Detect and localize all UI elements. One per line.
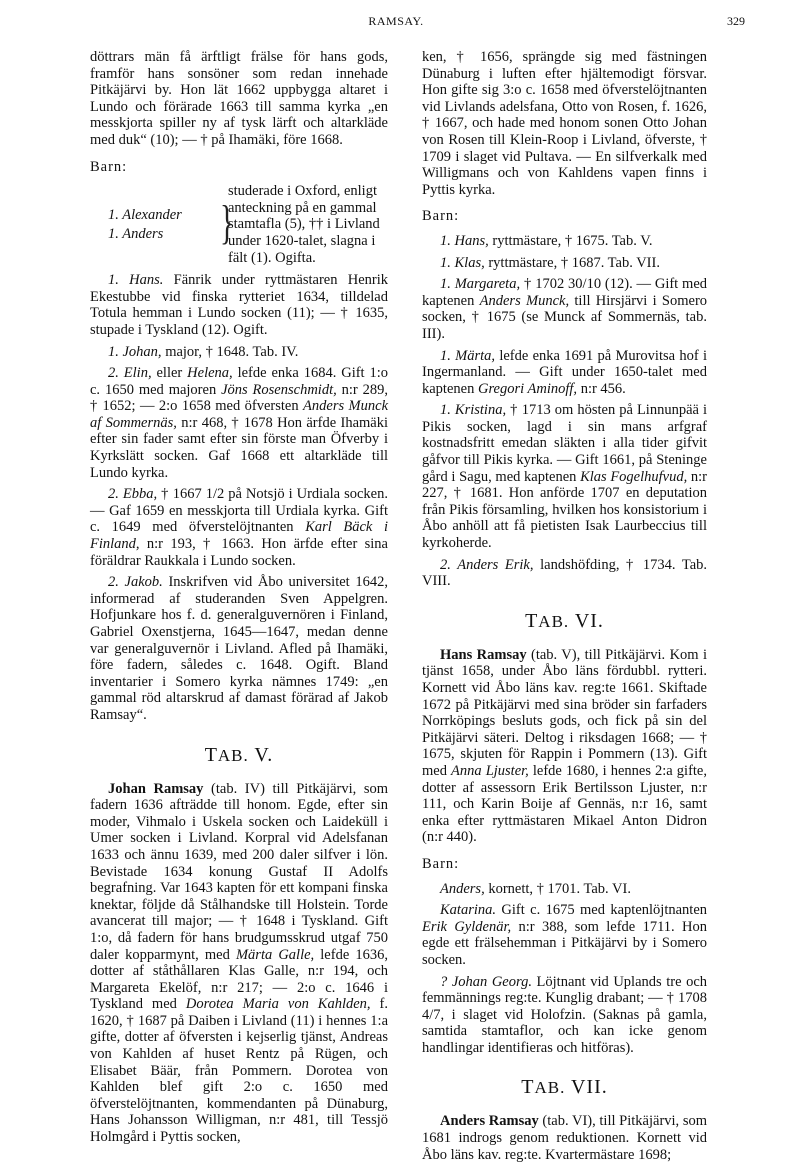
entry-text: eller — [156, 365, 183, 382]
entry-name: 1. Margareta, — [440, 276, 521, 293]
entry-marta — [422, 348, 707, 398]
entry-name: Katarina. — [440, 902, 496, 919]
entry-text: f. 1620, † 1687 på Daiben i Livland (11) i hennes 1:a gifte, dotter af öfversten i kejserlig tjänst, Andreas von Kahlden af huset Rentz på Rügen, och Elisabet Bäär, från Pommern. Dorotea von Kahlden blef gift 2:o c. 1650 med öfverstelöjtnanten, kommendanten på Dünaburg, Hans Johansson Willigman, n:r 481, till Tessjö Holmgård i Pyttis socken, — [90, 996, 389, 1146]
bracket-names — [90, 183, 218, 266]
entry-name: 2. Anders Erik, — [440, 556, 534, 573]
entry-text: lefde 1636, dotter af ståthållaren Klas Galle, n:r 194, och Margareta Ekelöf, n:r 217; — 2:o c. 1646 i Tyskland med — [90, 946, 388, 1013]
curly-brace-icon: } — [220, 196, 234, 250]
page-number: 329 — [727, 14, 745, 28]
entry-johan-georg — [422, 974, 707, 1057]
entry-text: lefde 1680, i hennes 2:a gifte, dotter af assessorn Erik Bertilsson Ljuster, n:r 111, och Karin Boije af Gennäs, n:r 16, samt enka efter ryttmästaren Mikael Anton Didron (n:r 440). — [422, 762, 707, 846]
heading-number: VI. — [574, 609, 604, 632]
entry-text: ryttmästare, † 1675. Tab. V. — [492, 232, 653, 249]
heading-smallcaps: AB. — [217, 745, 249, 765]
entry-name: 1. Klas, — [440, 254, 485, 271]
entry-klas — [422, 255, 707, 272]
heading-letter: T — [521, 1076, 535, 1099]
entry-text: landshöfding, † 1734. Tab. VIII. — [422, 556, 708, 590]
entry-name: 2. Jakob. — [108, 574, 163, 591]
entry-text: lefde enka 1684. Gift 1:o c. 1650 med majoren — [90, 365, 389, 398]
spouse-name: Erik Gyldenär, — [422, 918, 512, 935]
spouse-name: Klas Fogelhufvud, — [580, 468, 688, 485]
entry-hans — [422, 233, 707, 250]
entry-text: kornett, † 1701. Tab. VI. — [488, 880, 631, 897]
spouse-name: Jöns Rosenschmidt, — [221, 381, 337, 398]
spouse-name: Dorotea Maria von Kahlden, — [185, 996, 371, 1013]
heading-letter: T — [204, 743, 218, 766]
entry-text: Löjtnant vid Uplands tre och femmännings reg:te. Kunglig drabant; — † 1708 4/7, i slaget vid Holofzin. (Saknas på gamla, samtida stamtaflor, och kan icke genom handlingar identifieras och hitföras). — [422, 973, 708, 1056]
section-heading-tab-vii — [422, 1076, 707, 1099]
heading-number: V. — [254, 743, 274, 766]
children-label: Barn: — [90, 158, 128, 175]
bracket-note: studerade i Oxford, enligt anteckning på en gammal stamtafla (5), †† i Livland under 1620-talet, slagna i fält (1). Ogifta. — [228, 183, 380, 266]
entry-name: 1. Kristina, — [440, 402, 507, 419]
entry-text: Gift c. 1675 med kaptenlöjtnanten — [501, 902, 707, 919]
entry-name: 2. Ebba, — [108, 486, 158, 503]
entry-text: till Hirsjärvi i Somero socken, † 1675 (se Munck af Sommernäs, tab. III). — [422, 292, 708, 342]
entry-katarina — [422, 902, 707, 968]
entry-name: 1. Märta, — [440, 347, 496, 364]
spouse-name: Gregori Aminoff, — [477, 380, 578, 397]
entry-jakob — [90, 574, 388, 723]
paragraph-continued: döttrars män få ärftligt frälse för hans gods, framför hans sonsöner som redan innehade Pitkäjärvi by. Hon lät 1662 uppbygga altaret i Lundo och förärade 1663 till samma kyrka „en messkjorta spiller ny af tysk lärft och altarkläde med duk“ (10); — † på Ihamäki, före 1668. — [90, 49, 388, 148]
entry-text: n:r 388, som lefde 1711. Hon egde ett frälsehemman i Pitkäjärvi by i Somero socken. — [422, 918, 708, 968]
entry-text: (tab. IV) till Pitkäjärvi, som fadern 1636 afträdde till honom. Egde, efter sin moder, Vihmalo i Uskela socken och Laideküll i Umer socken i Livland. Korpral vid Adelsfanan 1633 och ännu 1639, med 200 daler silfver i lön. Bevistade 1634 konung Gustaf II Adolfs begrafning. Var 1643 kapten för ett kompani finska knektar, följde då Stålhandske till Holstein. Torde avancerat till major; — † 1648 i Tyskland. Gift 1:o, då fadern för hans brudgumsskrud utgaf 750 daler kopparmynt, med — [90, 780, 389, 963]
entry-anders-ramsay — [422, 1113, 707, 1163]
entry-johan — [90, 344, 388, 361]
entry-kristina — [422, 402, 707, 551]
entry-text: † 1667 1/2 på Notsjö i Urdiala socken. — Gaf 1659 en messkjorta till Urdiala kyrka. Gift c. 1649 med öfverstelöjtnanten — [90, 486, 388, 536]
running-header-title: RAMSAY. — [368, 14, 424, 28]
entry-anders — [422, 881, 707, 898]
entry-text: Fänrik under ryttmästaren Henrik Ekestubbe vid finska rytteriet 1634, tilldelad Totula hemman i Lundo socken (11); — † 1635, stupade i Tyskland (12). Ogift. — [90, 272, 389, 338]
heading-number: VII. — [570, 1076, 608, 1099]
spouse-name: Anders Munck, — [479, 292, 570, 309]
entry-ebba — [90, 486, 388, 569]
entry-text: n:r 193, † 1663. Hon ärfde efter sina föräldrar Raukkala i Lundo socken. — [90, 536, 388, 569]
entry-name: Anders, — [440, 880, 485, 897]
heading-letter: T — [525, 609, 539, 632]
entry-name: 2. Elin, — [108, 365, 152, 382]
right-column — [422, 49, 707, 1168]
heading-smallcaps: AB. — [534, 1078, 566, 1098]
entry-name: 1. Johan, — [108, 343, 162, 360]
spouse-name: Anders Munck af Sommernäs, — [90, 398, 389, 431]
entry-name: ? Johan Georg. — [440, 973, 532, 990]
entry-elin — [90, 365, 388, 481]
entry-text: n:r 289, † 1652; — 2:o 1658 med öfversten — [90, 381, 388, 415]
children-label: Barn: — [422, 208, 460, 225]
entry-text: lefde enka 1691 på Murovitsa hof i Ingermanland. — Gift under 1650-talet med kaptenen — [422, 347, 707, 397]
person-name-bold: Hans Ramsay — [440, 646, 527, 663]
entry-name: 1. Hans, — [440, 232, 489, 249]
entry-text: n:r 468, † 1678 Hon ärfde Ihamäki efter sin fader samt efter sin förste man Öfverby i Kyrkslätt socken. Gaf 1668 ett altarkläde till Lundo kyrka. — [90, 414, 389, 481]
child-name-alexander: 1. Alexander — [108, 207, 182, 224]
left-column — [90, 49, 388, 1151]
children-label: Barn: — [422, 855, 460, 872]
entry-text: † 1713 om hösten på Linnunpää i Pikis socken, lagd i sin mans arfgraf kostnadsfritt emedan släkten i alla tider gifvit gåfvor till Pikis kyrka. — Gift 1661, på Steninge gård i Sagu, med kaptenen — [422, 402, 708, 485]
entry-text: major, † 1648. Tab. IV. — [165, 343, 299, 360]
entry-name: 1. Hans. — [108, 272, 164, 289]
section-heading-tab-vi — [422, 610, 707, 633]
entry-anders-erik — [422, 557, 707, 590]
person-name-bold: Johan Ramsay — [108, 780, 204, 797]
entry-text: n:r 456. — [580, 380, 626, 397]
entry-text: † 1702 30/10 (12). — Gift med kaptenen — [422, 276, 708, 309]
bracketed-entry — [90, 183, 388, 266]
entry-text: ryttmästare, † 1687. Tab. VII. — [488, 254, 660, 271]
entry-text: Inskrifven vid Åbo universitet 1642, informerad af studeranden Sven Appelgren. Hofjunkare hos f. d. generalguvernören i Finland, Gabriel Oxenstjerna, 1645—1647, medan denne var generalguvernör i Livland. Afled på Ihamäki, före fadern, således c. 1648. Ogift. Bland inventarier i Somero kyrka nämnes 1749: „en gammal röd altarskrud af damast förärad af Jakob Ramsay“. — [90, 574, 388, 723]
entry-name-alt: Helena, — [187, 365, 233, 382]
entry-johan-ramsay — [90, 781, 388, 1146]
spouse-name: Märta Galle, — [235, 946, 315, 963]
entry-text: (tab. V), till Pitkäjärvi. Kom i tjänst 1658, under Åbo läns fördubbl. rytteri. Kornett vid Åbo läns kav. reg:te 1661. Skiftade 1672 på Pitkäjärvi med sina bröder sin farfaders Norrköpings besluts gods, och fick på sin del Pitkäjärvi säteri. Deltog i riksdagen 1668; — † 1675, skjuten för Rappin i Pommern (13). Gift med — [422, 646, 707, 779]
entry-margareta — [422, 276, 707, 342]
entry-text: (tab. VI), till Pitkäjärvi, som 1681 indrogs genom reduktionen. Kornett vid Åbo läns kav. reg:te. Kvartermästare 1698; — [422, 1113, 708, 1163]
child-name-anders: 1. Anders — [108, 225, 164, 242]
entry-hans-ramsay — [422, 647, 707, 846]
entry-hans — [90, 272, 388, 338]
spouse-name: Karl Bäck i Finland, — [90, 519, 389, 553]
entry-text: n:r 227, † 1681. Hon anförde 1707 en deputation från Pikis församling, hvilken hos konsistorium i Åbo anhöll att få pietisten Isak Laurbeccius till kyrkoherde. — [422, 468, 708, 552]
section-heading-tab-v — [90, 744, 388, 767]
spouse-name: Anna Ljuster, — [451, 762, 529, 779]
person-name-bold: Anders Ramsay — [440, 1113, 539, 1130]
heading-smallcaps: AB. — [538, 611, 570, 631]
paragraph-continued: ken, † 1656, sprängde sig med fästningen Dünaburg i luften efter hjältemodigt försvar. Hon gifte sig 3:o c. 1658 med öfverstelöjtnanten vid Livlands adelsfana, Otto von Rosen, f. 1626, † 1667, och hade med honom sonen Otto Johan von Rosen till Klein-Roop i Livland, öfverste, † 1709 i slaget vid Pultava. — En silfverkalk med Willigmans och von Kahldens vapen finns i Pyttis kyrka. — [422, 49, 707, 198]
